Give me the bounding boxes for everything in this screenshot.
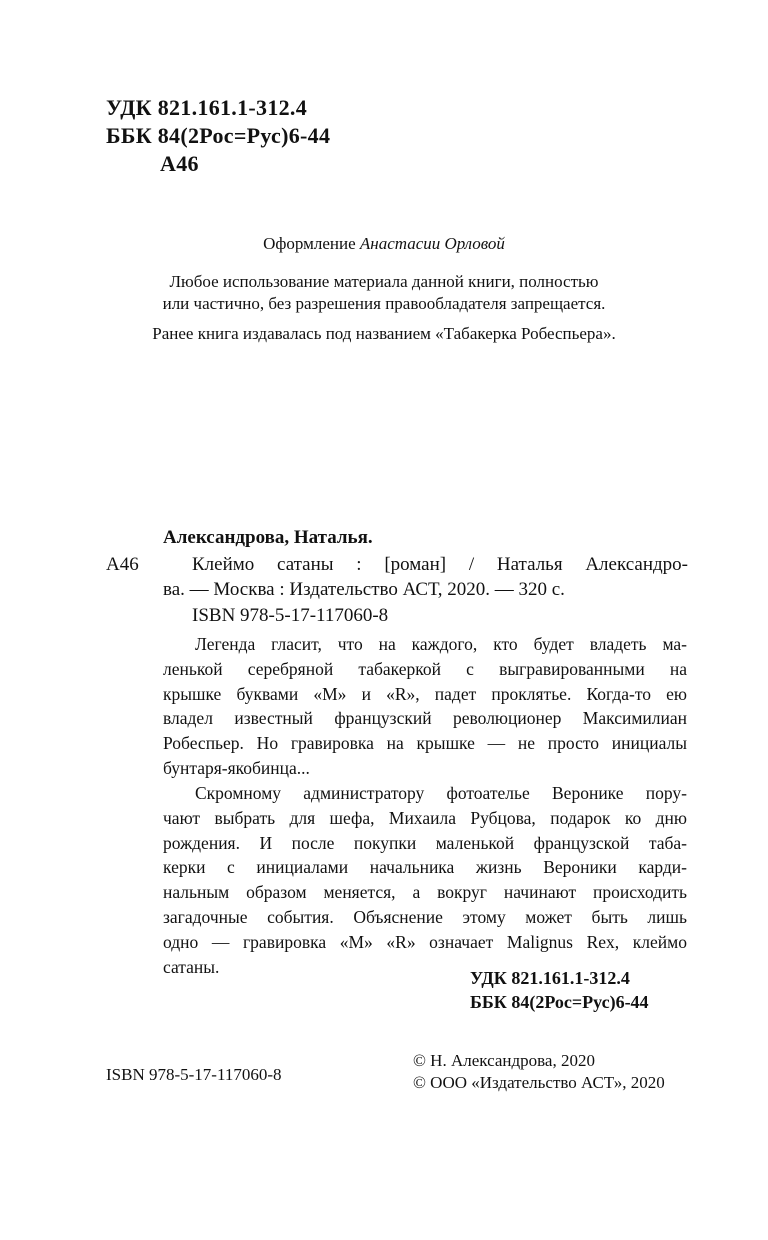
catalog-title-line1: Клеймо сатаны : [роман] / Наталья Александро-: [192, 554, 688, 575]
classification-udk: УДК 821.161.1-312.4: [470, 968, 630, 988]
footer-copyright-publisher: © ООО «Издательство АСТ», 2020: [413, 1073, 665, 1092]
annotation-line: Робеспьер. Но гравировка на крышке — не просто инициалы: [163, 733, 687, 754]
annotation-line: сатаны.: [163, 956, 220, 977]
classification-bbk: ББК 84(2Рос=Рус)6-44: [470, 992, 649, 1012]
udk-code: УДК 821.161.1-312.4: [106, 95, 308, 120]
annotation-line: Скромному администратору фотоателье Веронике пору-: [195, 783, 687, 803]
footer-isbn: ISBN 978-5-17-117060-8: [106, 1065, 282, 1084]
annotation-line: Легенда гласит, что на каждого, кто будет владеть ма-: [195, 634, 687, 654]
copyright-notice-line2: или частично, без разрешения правообладателя запрещается.: [162, 294, 606, 313]
annotation-line: чают выбрать для шефа, Михаила Рубцова, подарок ко дню: [163, 807, 687, 828]
author-mark: А46: [160, 151, 199, 176]
designer-name: Анастасии Орловой: [359, 234, 505, 253]
annotation-line: крышке буквами «М» и «R», падет проклятье. Когда-то ею: [163, 683, 687, 704]
catalog-title-line2: ва. — Москва : Издательство АСТ, 2020. — 320 с.: [163, 579, 565, 600]
design-credit: [0, 232, 768, 256]
catalog-author: Александрова, Наталья.: [163, 527, 373, 548]
annotation-line: ленькой серебряной табакеркой с выгравированными на: [163, 658, 687, 679]
annotation-paragraph-1: [163, 632, 687, 781]
annotation-line: нальным образом меняется, а вокруг начинают происходить: [163, 882, 687, 903]
annotation-line: владел известный французский революционер Максимилиан: [163, 708, 687, 729]
previous-title-note: Ранее книга издавалась под названием «Табакерка Робеспьера».: [152, 324, 616, 343]
annotation-paragraph-2: [163, 781, 687, 979]
annotation-line: загадочные события. Объяснение этому может быть лишь: [163, 906, 687, 927]
annotation-line: одно — гравировка «М» «R» означает Malignus Rex, клеймо: [163, 931, 687, 952]
annotation-line: рождения. И после покупки маленькой французской таба-: [163, 832, 687, 853]
catalog-isbn: ISBN 978-5-17-117060-8: [192, 605, 389, 626]
bbk-code: ББК 84(2Рос=Рус)6-44: [106, 123, 331, 148]
catalog-mark: А46: [106, 554, 139, 575]
footer-copyright-author: © Н. Александрова, 2020: [413, 1051, 595, 1070]
annotation-line: керки с инициалами начальника жизнь Вероники карди-: [163, 857, 687, 878]
copyright-notice-line1: Любое использование материала данной книги, полностью: [169, 272, 599, 291]
design-prefix: Оформление: [263, 234, 356, 253]
annotation-line: бунтаря-якобинца...: [163, 757, 310, 778]
